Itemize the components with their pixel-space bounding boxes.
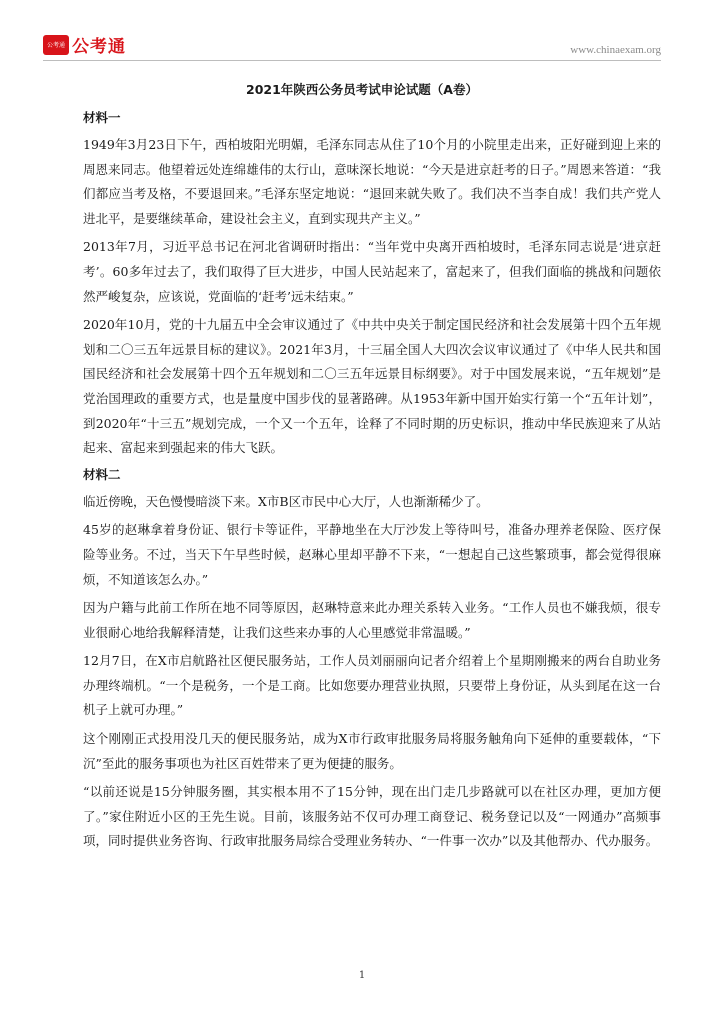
paragraph: 2020年10月，党的十九届五中全会审议通过了《中共中央关于制定国民经济和社会发展第十四个五年规划和二〇三五年远景目标的建议》。2021年3月，十三届全国人大四次会议审议通过了《中华人民共和国国民经济和社会发展第十四个五年规划和二〇三五年远景目标纲要》。对于中国发展来说，“五年规划”是党治国理政的重要方式，也是量度中国步伐的显著路碑。从1953年新中国开始实行第一个“五年计划”，到2020年“十三五”规划完成，一个又一个五年，诠释了不同时期的历史标识，推动中华民族迎来了从站起来、富起来到强起来的伟大飞跃。 — [83, 317, 661, 456]
logo-badge-icon: 公考通 — [43, 35, 69, 55]
paragraph: 这个刚刚正式投用没几天的便民服务站，成为X市行政审批服务局将服务触角向下延伸的重要载体，“下沉”至此的服务事项也为社区百姓带来了更为便捷的服务。 — [83, 731, 661, 771]
paragraph: “以前还说是15分钟服务圈，其实根本用不了15分钟，现在出门走几步路就可以在社区办理，更加方便了。”家住附近小区的王先生说。目前，该服务站不仅可办理工商登记、税务登记以及“一网通办”高频事项，同时提供业务咨询、行政审批服务局综合受理业务转办、“一件事一次办”以及其他帮办、代办服务。 — [83, 784, 661, 849]
site-url: www.chinaexam.org — [570, 44, 661, 56]
section-heading: 材料一 — [83, 110, 121, 125]
section-heading: 材料二 — [83, 466, 121, 482]
section-material-2 — [83, 464, 661, 854]
paragraph: 因为户籍与此前工作所在地不同等原因，赵琳特意来此办理关系转入业务。“工作人员也不嫌我烦，很专业很耐心地给我解释清楚，让我们这些来办事的人心里感觉非常温暖。” — [83, 600, 661, 640]
logo-text: 公考通 — [72, 37, 126, 57]
page-number: 1 — [358, 970, 366, 981]
document-title: 2021年陕西公务员考试申论试题（A卷） — [246, 82, 478, 97]
header-divider — [43, 60, 661, 61]
paragraph: 1949年3月23日下午，西柏坡阳光明媚，毛泽东同志从住了10个月的小院里走出来，正好碰到迎上来的周恩来同志。他望着远处连绵雄伟的太行山，意味深长地说：“今天是进京赶考的日子。”周恩来答道：“我们都应当考及格，不要退回来。”毛泽东坚定地说：“退回来就失败了。我们决不当李自成！我们共产党人进北平，是要继续革命，建设社会主义，直到实现共产主义。” — [83, 137, 661, 226]
paragraph: 临近傍晚，天色慢慢暗淡下来。X市B区市民中心大厅，人也渐渐稀少了。 — [83, 493, 489, 509]
paragraph: 12月7日，在X市启航路社区便民服务站，工作人员刘丽丽向记者介绍着上个星期刚搬来的两台自助业务办理终端机。“一个是税务，一个是工商。比如您要办理营业执照，只要带上身份证，从头到尾在这一台机子上就可办理。” — [83, 653, 661, 718]
paragraph: 2013年7月，习近平总书记在河北省调研时指出：“当年党中央离开西柏坡时，毛泽东同志说是‘进京赶考’。60多年过去了，我们取得了巨大进步，中国人民站起来了，富起来了，但我们面临的挑战和问题依然严峻复杂，应该说，党面临的‘赶考’远未结束。” — [83, 239, 661, 304]
page-header — [43, 32, 661, 62]
document-body — [83, 107, 661, 857]
section-material-1 — [83, 107, 661, 461]
logo — [43, 32, 126, 57]
paragraph: 45岁的赵琳拿着身份证、银行卡等证件，平静地坐在大厅沙发上等待叫号，准备办理养老保险、医疗保险等业务。不过，当天下午早些时候，赵琳心里却平静不下来，“一想起自己这些繁琐事，都会觉得很麻烦，不知道该怎么办。” — [83, 522, 661, 587]
